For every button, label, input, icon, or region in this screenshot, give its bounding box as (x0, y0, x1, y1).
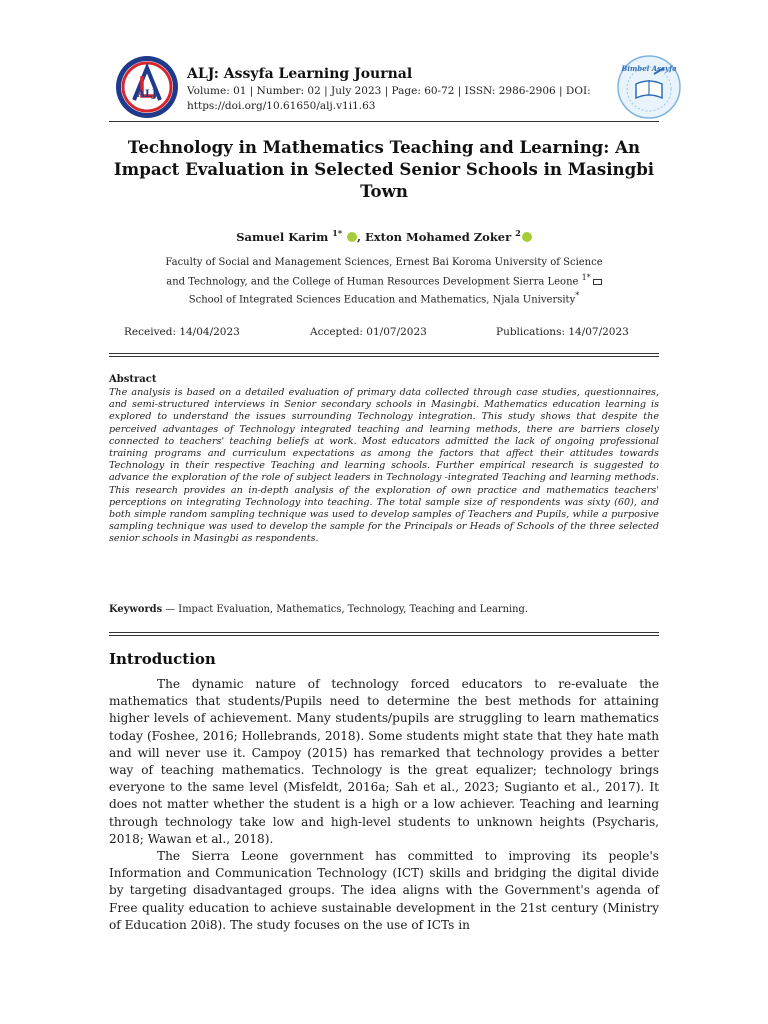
received-date: Received: 14/04/2023 (124, 326, 240, 338)
header-divider (109, 121, 659, 122)
abstract-divider-bottom (109, 635, 659, 636)
abstract-heading: Abstract (109, 374, 157, 385)
keywords-dash: — (162, 604, 179, 615)
abstract-divider-top (109, 356, 659, 357)
affiliation-mark: 1* (581, 272, 591, 282)
affiliation-text: School of Integrated Sciences Education and Mathematics, Njala University (188, 294, 576, 306)
introduction-body (109, 676, 659, 934)
author-affiliation-mark: 2 (515, 228, 521, 238)
journal-header (114, 54, 677, 122)
journal-doi-link[interactable]: https://doi.org/10.61650/alj.v1i1.63 (187, 100, 376, 112)
keywords (109, 604, 659, 615)
keywords-label: Keywords (109, 604, 163, 615)
abstract-divider-top (109, 353, 659, 354)
paragraph: The dynamic nature of technology forced educators to re-evaluate the mathematics that students/Pupils need to determine the best methods for attaining higher levels of achievement. Many students/pupils are struggling to learn mathematics today (Foshee, 2016; Hollebrands, 2018). Some students might state that they hate math and will never use it. Campoy (2015) has remarked that technology provides a better way of teaching mathematics. Technology is the great equalizer; technology brings everyone to the same level (Misfeldt, 2016a; Sah et al., 2023; Sugianto et al., 2017). It does not matter whether the student is a high or a low achiever. Teaching and learning through technology take low and high-level students to unknown heights (Psycharis, 2018; Wawan et al., 2018). (109, 677, 659, 846)
affiliation-line (109, 271, 659, 290)
published-date: Publications: 14/07/2023 (496, 326, 629, 338)
email-icon[interactable] (593, 279, 602, 285)
logo-letters: ALJ (137, 89, 157, 100)
affiliation-text: and Technology, and the College of Human Resources Development Sierra Leone (166, 275, 579, 287)
affiliation-mark: * (575, 291, 580, 301)
keywords-text: Impact Evaluation, Mathematics, Technology, Teaching and Learning. (178, 604, 528, 615)
journal-name: ALJ: Assyfa Learning Journal (187, 66, 413, 82)
publisher-logo-icon (614, 54, 684, 120)
orcid-icon[interactable] (522, 232, 532, 242)
author-affiliation-mark: 1* (332, 228, 343, 238)
publisher-logo-text: Bimbel Assyfa (621, 64, 677, 73)
affiliations (109, 256, 659, 308)
section-heading: Introduction (109, 650, 216, 668)
paper-title: Technology in Mathematics Teaching and Learning: An Impact Evaluation in Selected Senior Schools in Masingbi Town (113, 137, 655, 201)
journal-logo-icon (114, 54, 180, 120)
journal-info (187, 66, 617, 114)
author-name: Exton Mohamed Zoker (365, 229, 512, 244)
accepted-date: Accepted: 01/07/2023 (310, 326, 427, 338)
abstract-text: The analysis is based on a detailed evaluation of primary data collected through case studies, questionnaires, and semi-structured interviews in Senior secondary schools in Masingbi. Mathematics education learning is explored to understand the issues surrounding Technology integration. This study shows that despite the perceived advantages of Technology integrated teaching and learning methods, there are barriers closely connected to teachers' teaching beliefs at work. Most educators admitted the lack of ongoing professional training programs and curriculum expectations as among the factors that affect their attitudes towards Technology in their respective Teaching and learning schools. Further empirical research is suggested to advance the exploration of the role of subject leaders in Technology -integrated Teaching and learning methods. This research provides an in-depth analysis of the exploration of own practice and mathematics teachers' perceptions on integrating Technology into teaching. The total sample size of respondents was sixty (60), and both simple random sampling technique was used to develop samples of Teachers and Pupils, while a purposive sampling technique was used to develop the sample for the Principals or Heads of Schools of the three selected senior schools in Masingbi as respondents. (109, 387, 659, 545)
author-list (109, 228, 659, 244)
author-name: Samuel Karim (236, 229, 329, 244)
journal-meta-line1: Volume: 01 | Number: 02 | July 2023 | Page: 60-72 | ISSN: 2986-2906 | DOI: (187, 85, 591, 97)
affiliation-line (109, 289, 659, 308)
abstract-divider-bottom (109, 632, 659, 633)
paragraph: The Sierra Leone government has committed to improving its people's Information and Communication Technology (ICT) skills and bridging the digital divide by targeting disadvantaged groups. The idea aligns with the Government's agenda of Free quality education to achieve sustainable development in the 21st century (Ministry of Education 20i8). The study focuses on the use of ICTs in (109, 849, 659, 932)
orcid-icon[interactable] (347, 232, 357, 242)
author-separator: , (357, 229, 366, 244)
affiliation-line: Faculty of Social and Management Sciences, Ernest Bai Koroma University of Science (165, 257, 603, 268)
